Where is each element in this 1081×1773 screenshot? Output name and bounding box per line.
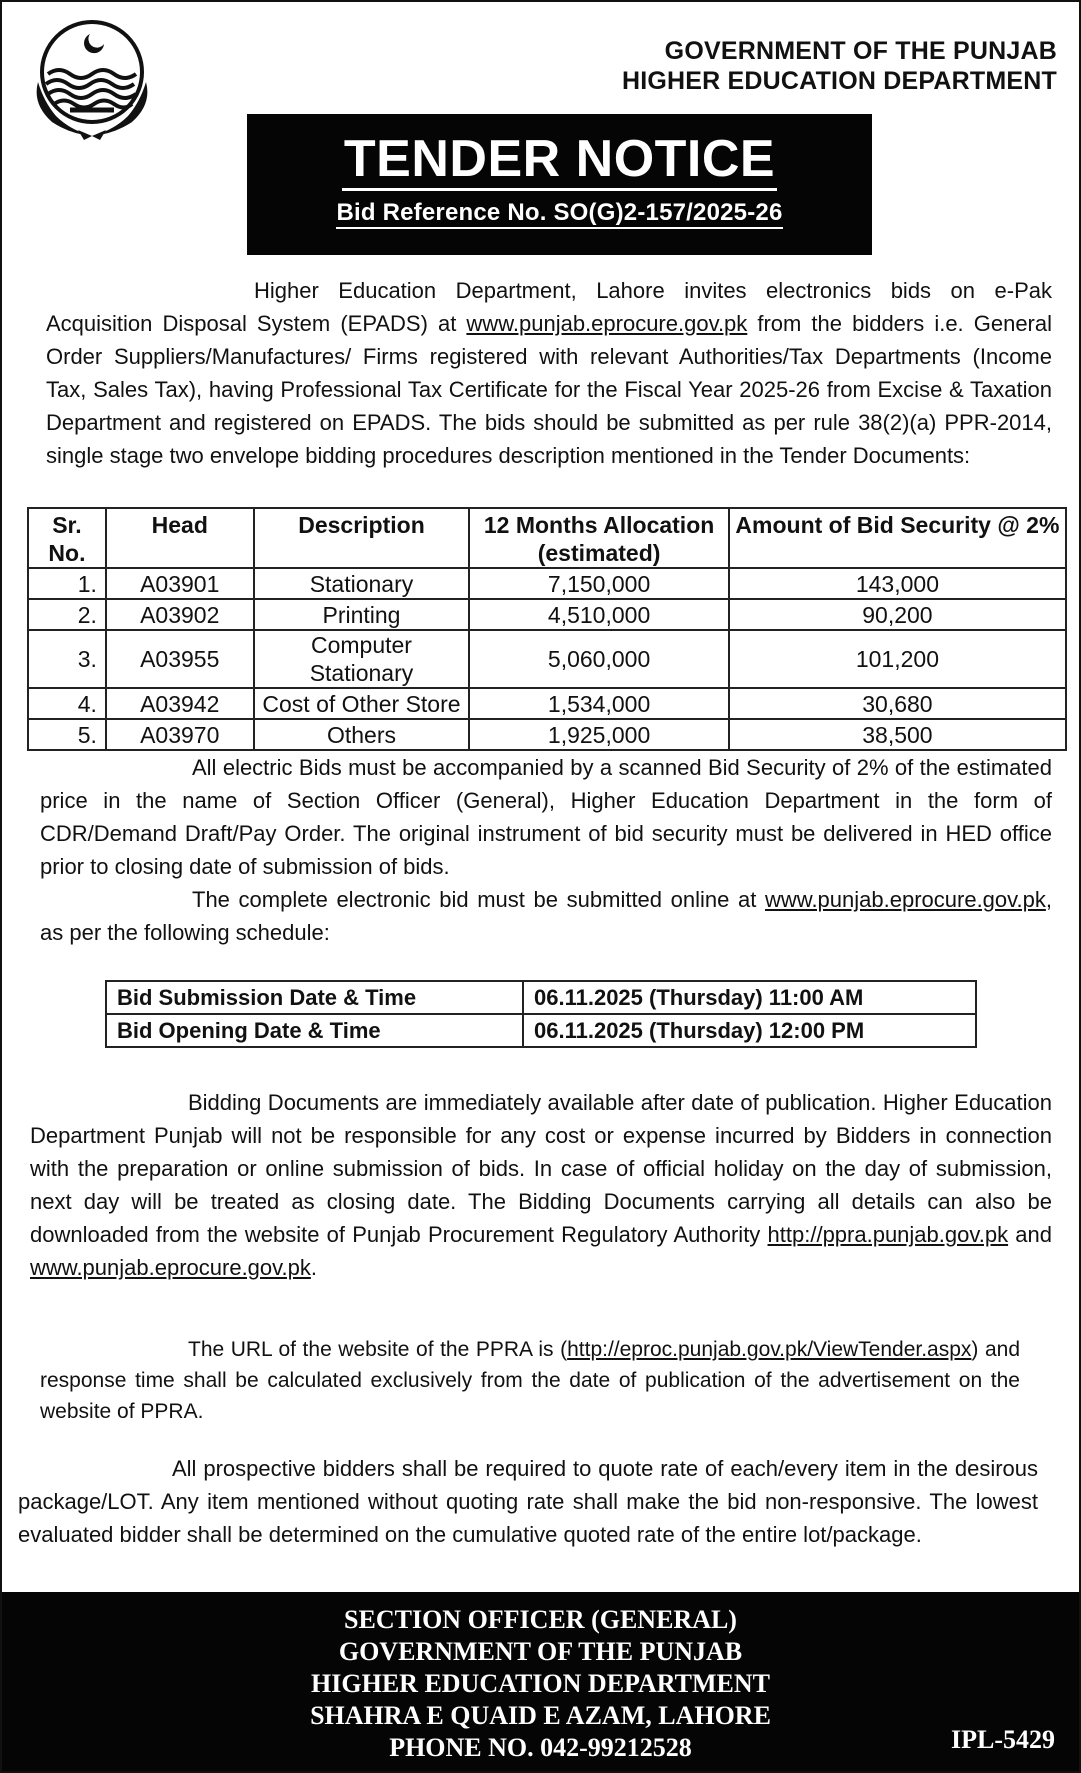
table-row: 5. A03970 Others 1,925,000 38,500 [28, 719, 1066, 750]
ppra-link[interactable]: http://ppra.punjab.gov.pk [767, 1222, 1009, 1247]
org-line-1: GOVERNMENT OF THE PUNJAB [664, 37, 1057, 65]
signatory-title: SECTION OFFICER (GENERAL) [344, 1605, 737, 1634]
online-submission-paragraph: The complete electronic bid must be submitted online at www.punjab.eprocure.gov.pk, as per the following schedule: [40, 887, 1052, 945]
signatory-block [2, 1604, 1079, 1764]
col-header-sr: Sr. No. [28, 508, 106, 568]
issuing-authority [622, 36, 1057, 96]
schedule-row-opening [106, 1014, 976, 1047]
org-line-2: HIGHER EDUCATION DEPARTMENT [621, 67, 1057, 95]
intro-paragraph: Higher Education Department, Lahore invites electronics bids on e-Pak Acquisition Disposal System (EPADS) at www.punjab.eprocure.gov.pk from the bidders i.e. General Order Suppliers/Manufactures/ Firms registered with relevant Authorities/Tax Departments (Income Tax, Sales Tax), having Professional Tax Certificate for the Fiscal Year 2025-26 from Excise & Taxation Department and registered on EPADS. The bids should be submitted as per rule 38(2)(a) PPR-2014, single stage two envelope bidding procedures description mentioned in the Tender Documents: [46, 278, 1053, 468]
eprocure-link-2[interactable]: www.punjab.eprocure.gov.pk [30, 1255, 311, 1280]
schedule-row-submission [106, 981, 976, 1014]
table-row: 3. A03955 Computer Stationary 5,060,000 101,200 [28, 630, 1066, 688]
col-header-security: Amount of Bid Security @ 2% [729, 508, 1066, 568]
schedule-label: Bid Submission Date & Time [106, 981, 523, 1014]
title-banner [247, 114, 872, 255]
schedule-table [105, 980, 977, 1048]
page-title: TENDER NOTICE [342, 130, 777, 191]
items-table [27, 507, 1067, 751]
signatory-department: HIGHER EDUCATION DEPARTMENT [311, 1669, 770, 1698]
col-header-description: Description [254, 508, 470, 568]
footer-banner [2, 1592, 1079, 1771]
table-row: 4. A03942 Cost of Other Store 1,534,000 30,680 [28, 688, 1066, 719]
table-header-row [28, 508, 1066, 568]
schedule-value: 06.11.2025 (Thursday) 12:00 PM [523, 1014, 976, 1047]
signatory-address: SHAHRA E QUAID E AZAM, LAHORE [310, 1701, 771, 1730]
punjab-government-emblem-icon [30, 14, 148, 142]
signatory-phone: PHONE NO. 042-99212528 [389, 1733, 692, 1762]
ppra-view-tender-link[interactable]: http://eproc.punjab.gov.pk/ViewTender.aspx [567, 1338, 972, 1361]
table-row: 1. A03901 Stationary 7,150,000 143,000 [28, 568, 1066, 599]
bidding-documents-paragraph: Bidding Documents are immediately available after date of publication. Higher Education Department Punjab will not be responsible for any cost or expense incurred by Bidders in connection with the preparation or online submission of bids. In case of official holiday on the day of submission, next day will be treated as closing date. The Bidding Documents carrying all details can also be downloaded from the website of Punjab Procurement Regulatory Authority http://ppra.punjab.gov.pk and www.punjab.eprocure.gov.pk. [30, 1090, 1052, 1280]
epads-link[interactable]: www.punjab.eprocure.gov.pk [466, 311, 748, 336]
signatory-government: GOVERNMENT OF THE PUNJAB [338, 1637, 743, 1666]
eprocure-link[interactable]: www.punjab.eprocure.gov.pk [765, 887, 1046, 912]
bid-security-paragraph: All electric Bids must be accompanied by a scanned Bid Security of 2% of the estimated price in the name of Section Officer (General), Higher Education Department in the form of CDR/Demand Draft/Pay Order. The original instrument of bid security must be delivered in HED office prior to closing date of submission of bids. [40, 755, 1052, 879]
quote-rates-paragraph: All prospective bidders shall be required to quote rate of each/every item in the desirous package/LOT. Any item mentioned without quoting rate shall make the bid non-responsive. The lowest evaluated bidder shall be determined on the cumulative quoted rate of the entire lot/package. [18, 1456, 1038, 1547]
col-header-allocation: 12 Months Allocation (estimated) [469, 508, 729, 568]
ad-code: IPL-5429 [951, 1725, 1055, 1754]
schedule-label: Bid Opening Date & Time [106, 1014, 523, 1047]
table-row: 2. A03902 Printing 4,510,000 90,200 [28, 599, 1066, 630]
bid-reference-number: Bid Reference No. SO(G)2-157/2025-26 [336, 199, 782, 229]
schedule-value: 06.11.2025 (Thursday) 11:00 AM [523, 981, 976, 1014]
ppra-url-paragraph: The URL of the website of the PPRA is (http://eproc.punjab.gov.pk/ViewTender.aspx) and response time shall be calculated exclusively from the date of publication of the advertisement on the website of PPRA. [40, 1338, 1020, 1423]
col-header-head: Head [106, 508, 254, 568]
